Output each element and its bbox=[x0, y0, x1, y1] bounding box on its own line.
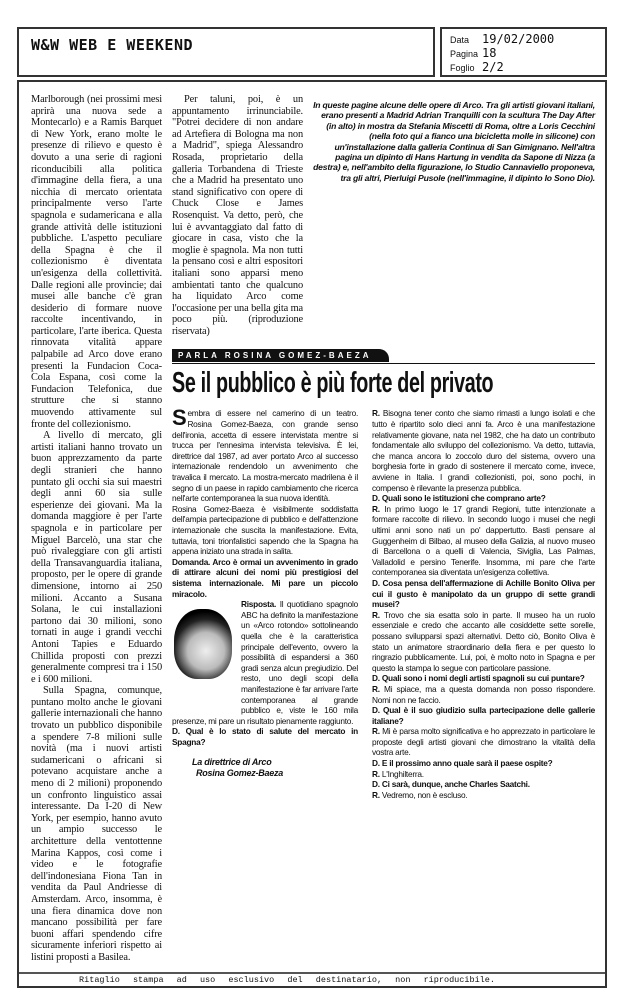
sheet-value: 2/2 bbox=[482, 60, 504, 74]
page-value: 18 bbox=[482, 46, 497, 60]
answer: Vedremo, non è escluso. bbox=[381, 789, 468, 800]
middle-column bbox=[172, 94, 303, 337]
answer: Mi spiace, ma a questa domanda non posso rispondere. Nomi non ne faccio. bbox=[372, 683, 596, 705]
article-kicker: PARLA ROSINA GOMEZ-BAEZA bbox=[172, 349, 389, 362]
article-headline: Se il pubblico è più forte del privato bbox=[172, 367, 494, 400]
drop-cap: S bbox=[172, 405, 187, 431]
sheet-label: Foglio bbox=[450, 63, 475, 73]
publication-title: W&W WEB E WEEKEND bbox=[31, 36, 194, 54]
clipping-meta bbox=[440, 27, 607, 77]
answer: Bisogna tener conto che siamo rimasti a lungo isolati e che tutto è ripartito solo dieci anni fa. Arco è una manifestazione relativamente giovane, nata nel 1982, che ha dato un contributo fondamentale allo sviluppo del collezionismo. Va detto, tuttavia, che manca ancora lo zoccolo duro del sistema, ovvero una borghesia forte in grado di sostenere il mercato come, invece, avviene in Italia. I grandi collezionisti, poi, sono pochi, in compenso è rilevante la presenza pubblica. bbox=[372, 408, 595, 493]
date-label: Data bbox=[450, 35, 470, 45]
paragraph: Marlborough (nei prossimi mesi aprirà una nuova sede a Montecarlo) e a Ramis Barquet di New York, erano molte le presenze di rilievo e questo è dovuto a una serie di ragioni riconducibili alla politica d'immagine della fiera, a una nicchia di mercato orientata principalmente verso l'arte spagnola e sudamericana e alla grande attività delle istituzioni pubbliche. L'aspetto peculiare della Spagna è che il collezionismo è diventata un'esigenza della collettività. Dalle regioni alle provincie; dai musei alle banche c'è gran desiderio di formare nuove raccolte incentivando, in particolare, l'arte iberica. Questa rinnovata vitalità appare palpabile ad Arco dove erano presenti la Fundacion Coca-Cola Espana, così come la Fundacion Telefonica, due strutture che si stanno muovendo attivamente sul fronte del collezionismo. bbox=[31, 94, 162, 430]
left-column bbox=[31, 94, 162, 964]
question: D. Qual è lo stato di salute del mercato in Spagna? bbox=[172, 726, 358, 747]
photo-caption-line: La direttrice di Arco bbox=[192, 757, 272, 768]
photo-caption-line: Rosina Gomez-Baeza bbox=[196, 768, 284, 779]
photo-caption bbox=[172, 747, 358, 779]
paragraph: Sulla Spagna, comunque, puntano molto anche le giovani gallerie internazionali che hanno trovato un pubblico disponibile a spendere 7-8 milioni sulle novità (ma i nuovi artisti sudamericani o africani si potevano acquistare anche a meno di 2 milioni) proponendo un confronto linguistico assai interessante. Da I-20 di New York, per esempio, hanno avuto un ampio successo le architetture della ventottenne Marina Kappos, così come i video e le fotografie dell'indonesiana Fiona Tan in vendita da Paul Andriesse di Amsterdam. Arco, insomma, è una fiera dinamica dove non mancano possibilità per fare buoni affari spendendo cifre sicuramente inferiori rispetto ai listini proposti a Basilea. bbox=[31, 685, 162, 963]
question: Domanda. Arco è ormai un avvenimento in grado di attirare alcuni dei nomi più prestigiosi del sistema internazionale. Mi pare un piccolo miracolo. bbox=[172, 556, 358, 599]
question: D. E il prossimo anno quale sarà il paese ospite? bbox=[372, 758, 553, 769]
intro-text-2: Rosina Gomez-Baeza è visibilmente soddisfatta dell'ampia partecipazione di pubblico e dell'attenzione internazionale che suscita la manifestazione. Evita, tuttavia, toni trionfalistici sapendo che la Spagna ha appena iniziato una strada in salita. bbox=[172, 503, 358, 557]
interview-column-1 bbox=[172, 405, 358, 800]
image-caption: In queste pagine alcune delle opere di Arco. Tra gli artisti giovani italiani, erano presenti a Madrid Adrian Tranquilli con la scultura The Day After (in alto) in mostra da Stefania Miscetti di Roma, oltre a Loris Cecchini (nella foto qui a fianco una bicicletta molle in silicone) con un'installazione dalla galleria Continua di San Gimignano. Nell'altra pagina un dipinto di Hans Hartung in vendita da Sapone di Nizza (a destra) e, nell'ambito della figurazione, lo Studio Cannaviello proponeva, tra gli altri, Pierluigi Pusole (nell'immagine, il dipinto Io Sono Dio). bbox=[313, 100, 595, 183]
answer-label: R. bbox=[372, 683, 380, 694]
answer-label: R. bbox=[372, 408, 380, 419]
interview-column-2 bbox=[372, 408, 595, 800]
answer: L'Inghilterra. bbox=[381, 768, 424, 779]
question: D. Quali sono le istituzioni che comprano arte? bbox=[372, 493, 546, 504]
answer-label: R. bbox=[372, 789, 380, 800]
answer-label: R. bbox=[372, 726, 380, 737]
intro-text: embra di essere nel camerino di un teatro. Rosina Gomez-Baeza, con grande senso dell'ironia, accetta di essere intervistata mentre si trucca per l'ennesima intervista televisiva. È lei, direttrice dal 1987, ad aver portato Arco al successo internazionale rendendolo un avvenimento che travalica il mercato. La mostra-mercato madrilena è il segno di un paese in rapido cambiamento che ricerca nell'arte contemporanea la sua nuova identità. bbox=[172, 408, 358, 504]
publication-header bbox=[17, 27, 435, 77]
answer: Mi è parsa molto significativa e ho apprezzato in particolare le proposte degli artisti giovani che dimostrano la vitalità della vostra arte. bbox=[372, 726, 595, 758]
answer-label: R. bbox=[372, 768, 380, 779]
page-label: Pagina bbox=[450, 49, 479, 59]
answer: In primo luogo le 17 grandi Regioni, tutte intenzionate a formare raccolte di rilievo. In secondo luogo i musei che negli ultimi anni sono nati un po' dappertutto. Basti pensare al Guggenheim di Bilbao, al museo della Galizia, al nuovo museo di Barcellona o a quelli di Valencia, Siviglia, Las Palmas, Valladolid e persino Tenerife. Insomma, mi pare che l'arte contemporanea sia diventata un'esigenza collettiva. bbox=[372, 503, 595, 578]
answer-label: Risposta. bbox=[241, 599, 277, 610]
headline-rule bbox=[172, 345, 595, 364]
clipping-body bbox=[17, 80, 607, 988]
answer-label: R. bbox=[372, 609, 380, 620]
question: D. Quali sono i nomi degli artisti spagnoli su cui puntare? bbox=[372, 673, 585, 684]
question: D. Cosa pensa dell'affermazione di Achille Bonito Oliva per cui il gusto è manipolato da un gruppo di sette grandi musei? bbox=[372, 577, 595, 610]
question: D. Ci sarà, dunque, anche Charles Saatchi. bbox=[372, 779, 530, 790]
portrait-photo bbox=[172, 601, 236, 711]
copyright-footer: Ritaglio stampa ad uso esclusivo del destinatario, non riproducibile. bbox=[19, 972, 605, 986]
date-value: 19/02/2000 bbox=[482, 32, 555, 46]
paragraph: A livello di mercato, gli artisti italiani hanno trovato un buon apprezzamento da parte degli stranieri che hanno puntato gli occhi sia sui maestri degli anni 60 sia sulle esperienze dei giovani. Ma la domanda maggiore è per l'arte spagnola e in particolare per Miguel Barcelò, una star che può rivaleggiare con gli artisti della Transavanguardia italiana, proposto, per le opere di grande dimensione, intorno ai 250 milioni. Accanto a Susana Solana, le cui installazioni partono dai 30 milioni, sono tornati in auge i grandi vecchi Antoni Tapies e Eduardo Chillida proposti con prezzi generalmente compresi tra i 150 e i 600 milioni. bbox=[31, 430, 162, 685]
answer: Trovo che sia esatta solo in parte. Il museo ha un ruolo essenziale e credo che accanto alle cosiddette sette sorelle, possano svilupparsi spazi alternativi. Detto ciò, Bonito Oliva è stato un animatore straordinario della fiera e per questo lo ringrazio pubblicamente. Lui, poi, è molto noto in Spagna e per questo la stampa lo segue con particolare passione. bbox=[372, 609, 595, 673]
answer: Il quotidiano spagnolo ABC ha definito la manifestazione un «Arco rotondo» sottolineando quella che è la caratteristica principale dell'evento, ovvero la possibilità di espandersi a 360 gradi senza alcun pregiudizio. Del resto, uno degli scopi della manifestazione è far arrivare l'arte contemporanea al grande pubblico e, viste le 160 mila presenze, mi pare un risultato pienamente raggiunto. bbox=[172, 599, 358, 726]
question: D. Qual è il suo giudizio sulla partecipazione delle gallerie italiane? bbox=[372, 705, 595, 726]
paragraph: Per taluni, poi, è un appuntamento irrinunciabile. "Potrei decidere di non andare ad Artefiera di Bologna ma non a Madrid", spiega Alessandro Rosada, proprietario della galleria Torbandena di Trieste che a Madrid ha presentato uno stand significativo con opere di Chuck Close e James Rosenquist. Va detto, però, che lui è avvantaggiato dal fatto di giocare in casa, visto che la moglie è spagnola. Ma non tutti la pensano così e altri espositori italiani sono apparsi meno ambientati tanto che qualcuno ha liquidato Arco come l'occasione per una bella gita ma poco più. (riproduzione riservata) bbox=[172, 94, 303, 337]
answer-label: R. bbox=[372, 503, 380, 514]
